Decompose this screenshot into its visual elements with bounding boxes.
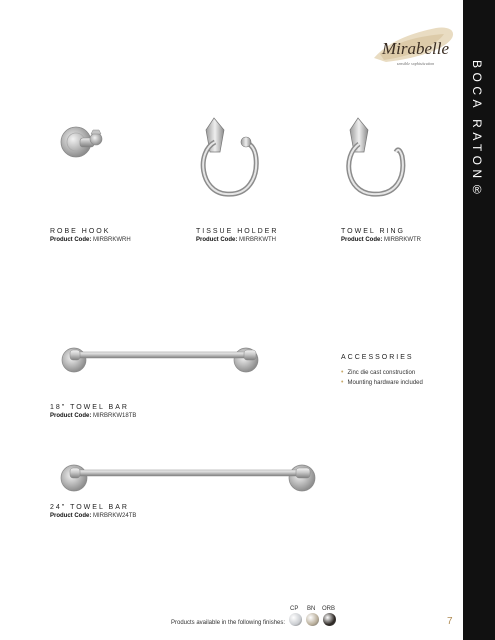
product-code-label: Product Code: (196, 237, 238, 243)
towel-bar-24-image (58, 460, 320, 494)
product-code-line (50, 513, 136, 519)
product-code: MIRBRKW24TB (93, 513, 137, 519)
product-towel-ring (341, 228, 421, 243)
product-code-label: Product Code: (341, 237, 383, 243)
product-code: MIRBRKW18TB (93, 413, 137, 419)
towel-ring-image (340, 112, 410, 207)
tissue-holder-image (196, 112, 266, 207)
product-code: MIRBRKWTH (239, 237, 277, 243)
product-code-line (50, 237, 131, 243)
product-robe-hook (50, 228, 131, 243)
accessory-item (341, 369, 423, 376)
bullet-icon: • (341, 379, 344, 386)
finish-code-cp: CP (290, 606, 299, 612)
product-code-line (50, 413, 136, 419)
product-tissue-holder (196, 228, 278, 243)
product-code: MIRBRKWTR (384, 237, 422, 243)
product-code-line (341, 237, 421, 243)
bullet-icon: • (341, 369, 344, 376)
finishes-label: Products available in the following finishes: (171, 620, 286, 626)
product-name: TOWEL RING (341, 228, 405, 235)
accessories-title: ACCESSORIES (341, 354, 414, 361)
accessories-list (341, 369, 423, 389)
finish-code-bn: BN (307, 606, 316, 612)
svg-text:Mirabelle: Mirabelle (382, 39, 450, 58)
robe-hook-image (58, 118, 108, 168)
finish-code-orb: ORB (322, 606, 336, 612)
product-name: 24" TOWEL BAR (50, 504, 129, 511)
product-code-label: Product Code: (50, 413, 92, 419)
page-number: 7 (447, 616, 453, 627)
towel-bar-18-image (60, 342, 265, 376)
logo-tagline: sensible sophistication (397, 62, 435, 66)
product-name: 18" TOWEL BAR (50, 404, 129, 411)
product-name: TISSUE HOLDER (196, 228, 279, 235)
accessory-text: Zinc die cast construction (347, 370, 416, 376)
product-towel-bar-24 (50, 504, 136, 519)
product-code-label: Product Code: (50, 513, 92, 519)
product-code: MIRBRKWRH (93, 237, 131, 243)
finish-swatch-cp (289, 613, 302, 626)
accessory-text: Mounting hardware included (347, 380, 423, 386)
accessory-item (341, 379, 423, 386)
collection-title: BOCA RATON® (470, 60, 484, 202)
product-towel-bar-18 (50, 404, 136, 419)
product-name: ROBE HOOK (50, 228, 111, 235)
finish-swatch-orb (323, 613, 336, 626)
product-code-line (196, 237, 278, 243)
finish-swatch-bn (306, 613, 319, 626)
product-code-label: Product Code: (50, 237, 92, 243)
